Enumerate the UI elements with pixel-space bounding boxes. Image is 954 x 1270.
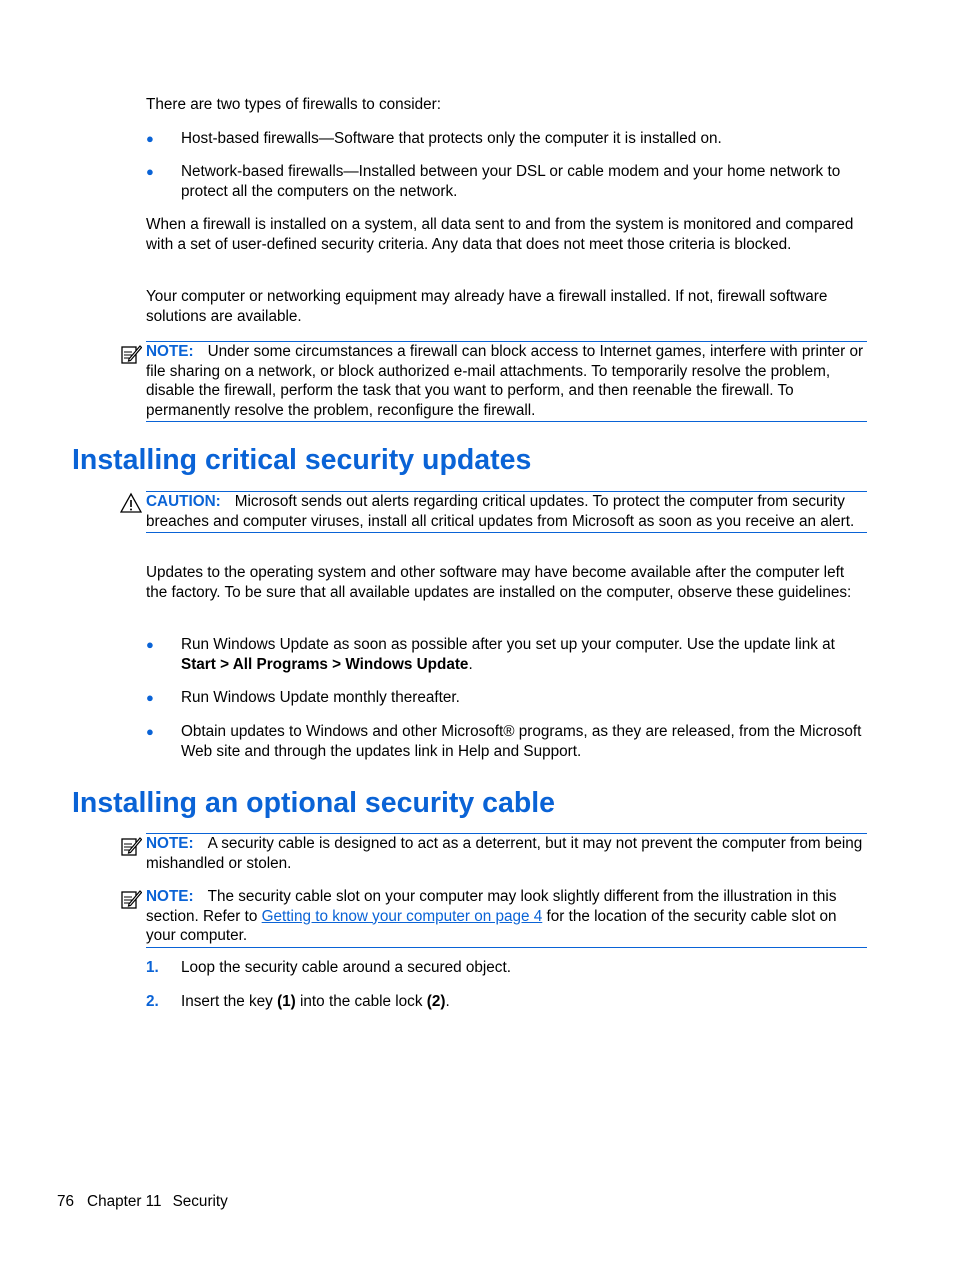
note-box <box>146 341 867 422</box>
note-icon <box>120 343 142 365</box>
caution-icon <box>120 492 142 514</box>
page-footer <box>57 1192 241 1212</box>
note-icon <box>120 888 142 910</box>
step-text: Insert the key (1) into the cable lock (2). <box>181 993 450 1010</box>
note-text: The security cable slot on your computer may look slightly different from the illustration in this section. Refer to Getting to know your computer on page 4 for the location of the security cable slot on your computer. <box>146 888 837 944</box>
step-number: 1. <box>146 959 159 976</box>
bullet-icon: ● <box>146 131 154 146</box>
paragraph: When a firewall is installed on a system, all data sent to and from the system is monitored and compared with a set of user-defined security criteria. Any data that does not meet those criteria is blocked. <box>146 216 854 253</box>
bullet-icon: ● <box>146 637 154 652</box>
section-heading: Installing critical security updates <box>72 444 532 476</box>
chapter-title: Security <box>172 1193 228 1210</box>
list-item-text: Network-based firewalls—Installed between your DSL or cable modem and your home network to protect all the computers on the network. <box>181 163 841 200</box>
caution-box <box>146 491 867 533</box>
section-heading: Installing an optional security cable <box>72 787 556 819</box>
bullet-icon: ● <box>146 724 154 739</box>
list-item-text: Run Windows Update monthly thereafter. <box>181 689 460 706</box>
note-text: Under some circumstances a firewall can block access to Internet games, interfere with printer or file sharing on a network, or block authorized e-mail attachments. To temporarily resolve the problem, disable the firewall, perform the task that you want to perform, and then reenable the firewall. To permanently resolve the problem, reconfigure the firewall. <box>146 343 864 419</box>
list-item-text: Run Windows Update as soon as possible after you set up your computer. Use the update link at Start > All Programs > Windows Update. <box>181 636 835 673</box>
chapter-label: Chapter 11 <box>87 1193 162 1210</box>
list-item-text: Host-based firewalls—Software that protects only the computer it is installed on. <box>181 130 722 147</box>
page-reference-link[interactable]: Getting to know your computer on page 4 <box>261 907 543 925</box>
bullet-icon: ● <box>146 164 154 179</box>
note-box <box>146 833 867 874</box>
note-box <box>146 886 867 948</box>
list-item-text: Obtain updates to Windows and other Microsoft® programs, as they are released, from the Microsoft Web site and through the updates link in Help and Support. <box>181 723 862 760</box>
intro-text: There are two types of firewalls to consider: <box>146 96 442 113</box>
page-number: 76 <box>57 1193 75 1210</box>
step-number: 2. <box>146 993 159 1010</box>
note-label: NOTE: <box>146 343 194 360</box>
step-text: Loop the security cable around a secured object. <box>181 959 511 976</box>
bullet-icon: ● <box>146 690 154 705</box>
paragraph: Updates to the operating system and other software may have become available after the computer left the factory. To be sure that all available updates are installed on the computer, observe these guidelines: <box>146 564 852 601</box>
caution-text: Microsoft sends out alerts regarding critical updates. To protect the computer from security breaches and computer viruses, install all critical updates from Microsoft as soon as you receive an alert. <box>146 493 855 530</box>
paragraph: Your computer or networking equipment may already have a firewall installed. If not, firewall software solutions are available. <box>146 288 828 325</box>
note-icon <box>120 835 142 857</box>
note-label: NOTE: <box>146 888 194 905</box>
caution-label: CAUTION: <box>146 493 221 510</box>
note-label: NOTE: <box>146 835 194 852</box>
note-text: A security cable is designed to act as a deterrent, but it may not prevent the computer from being mishandled or stolen. <box>146 835 863 872</box>
